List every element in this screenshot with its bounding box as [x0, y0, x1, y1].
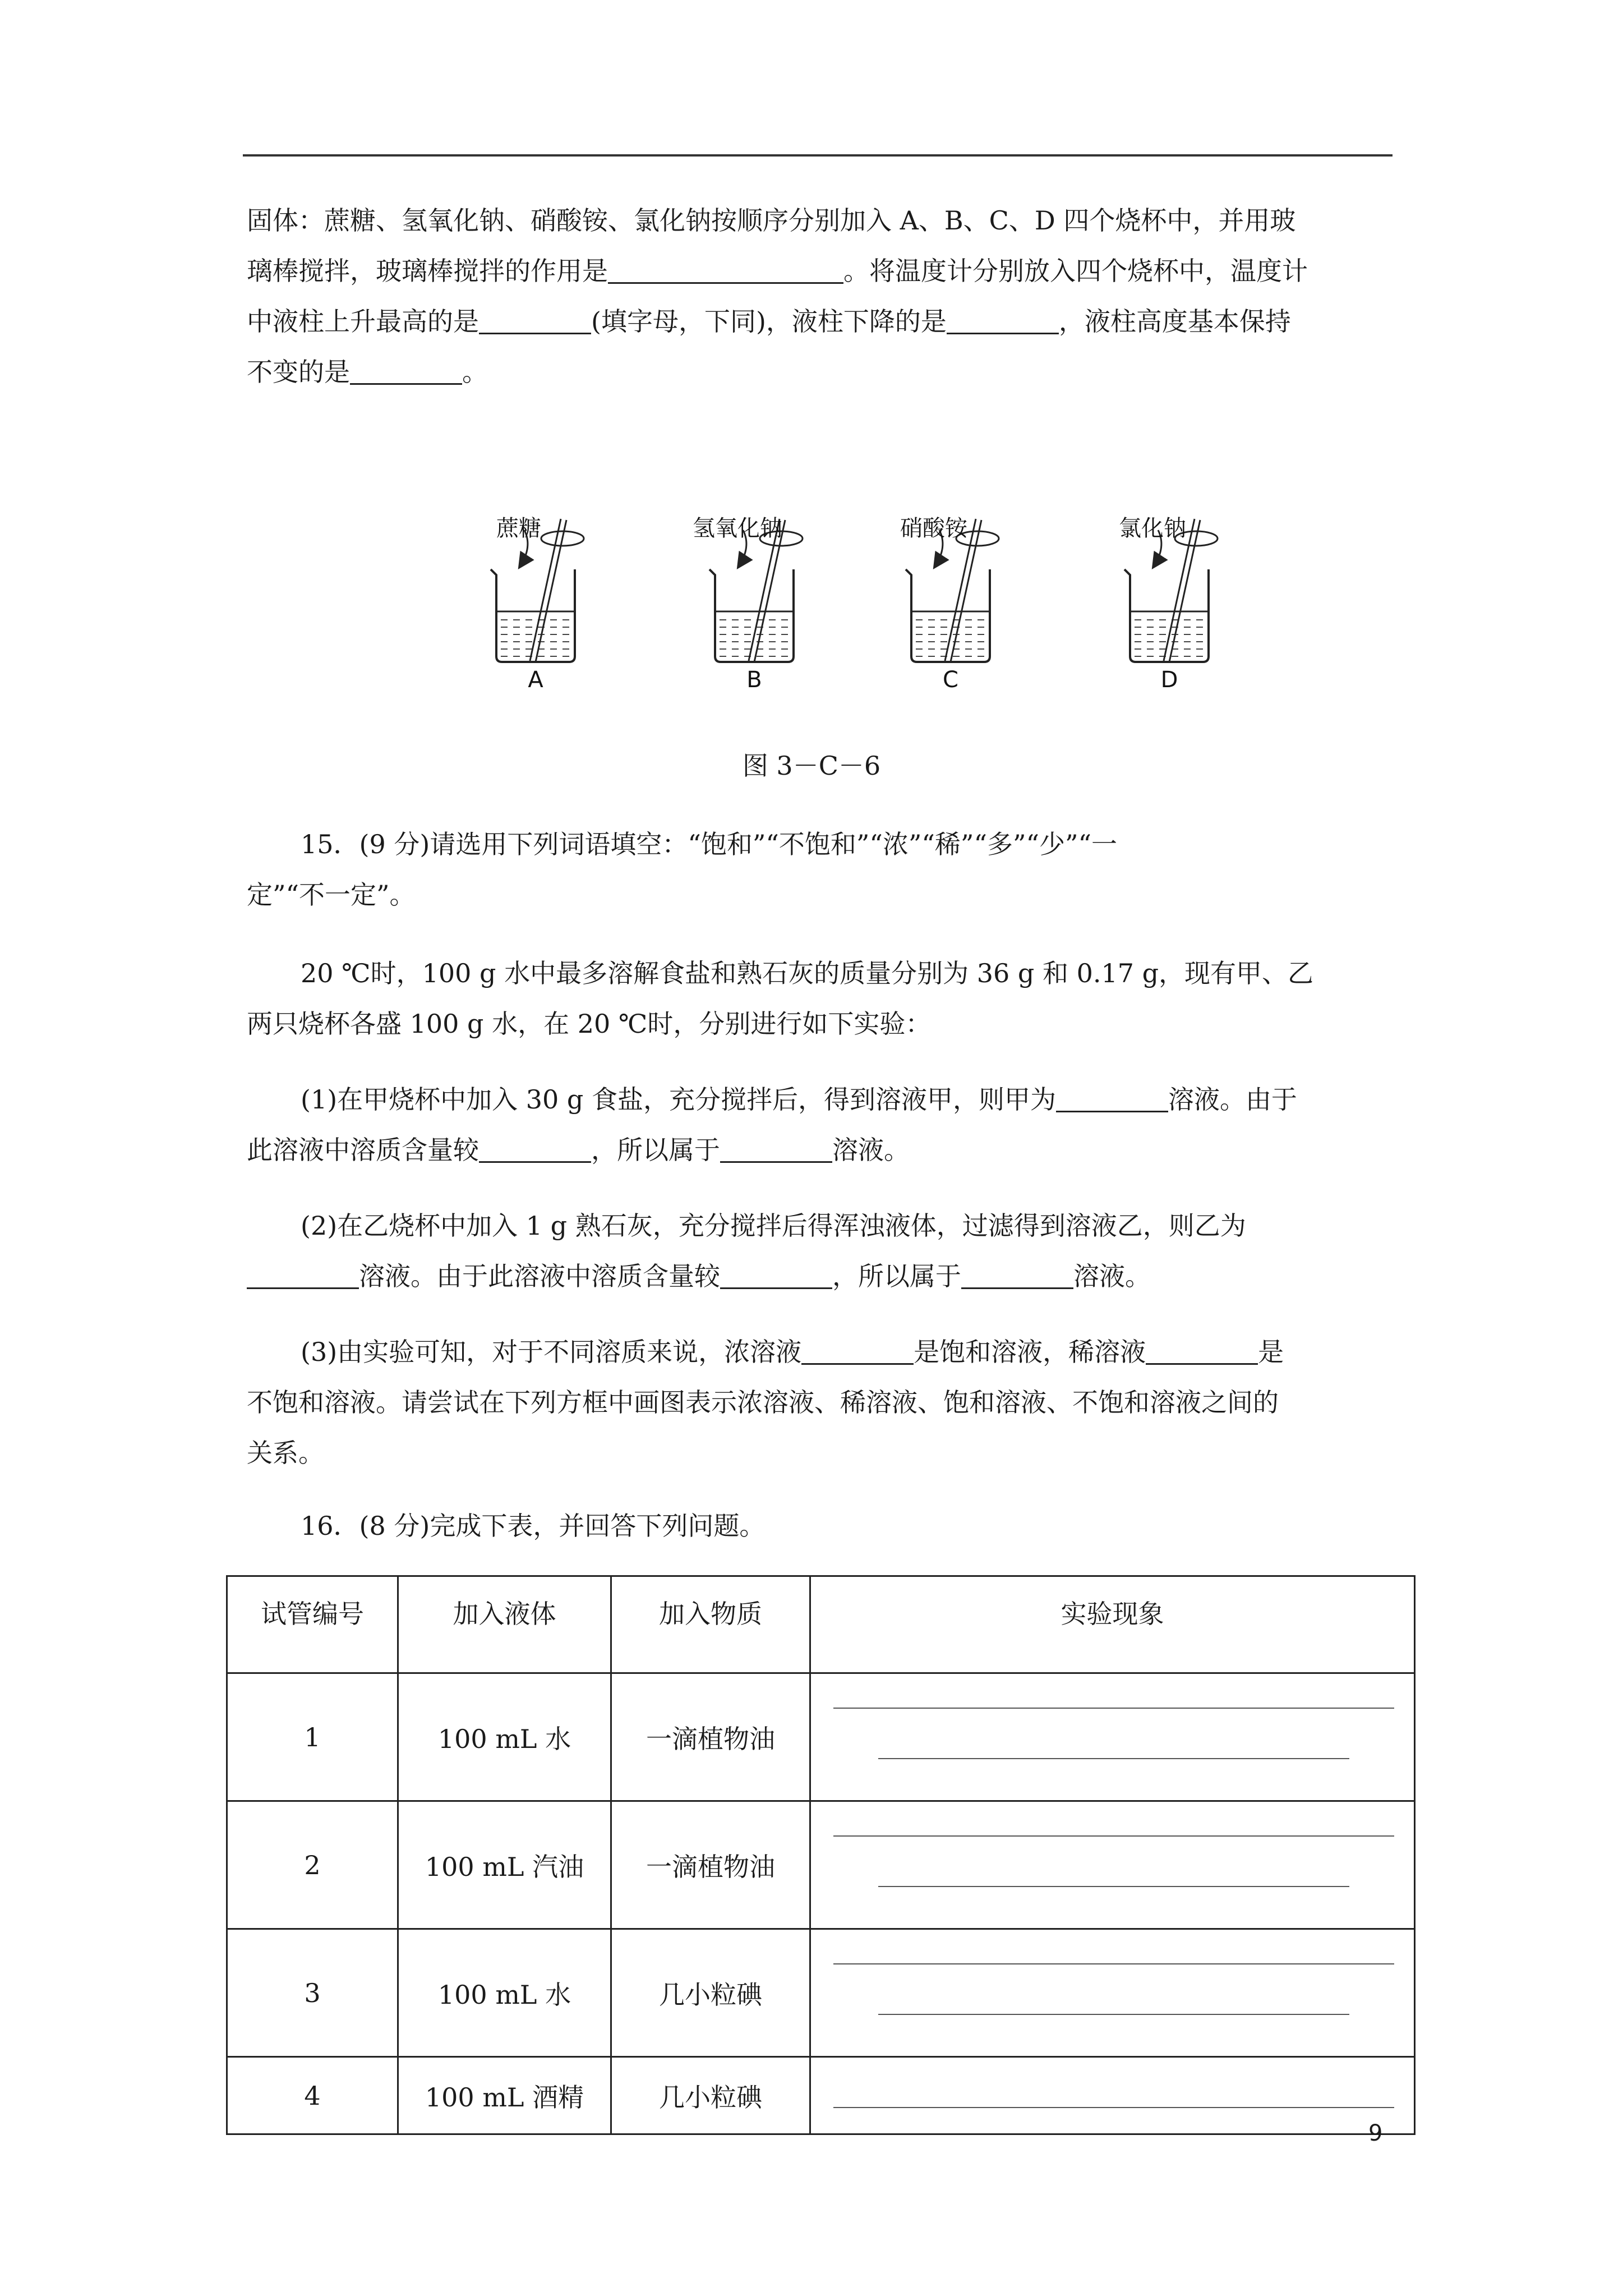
beaker-letter: D [1160, 667, 1178, 693]
cell-phenomenon[interactable] [810, 2057, 1415, 2134]
q15-part-3-cont: 不饱和溶液。请尝试在下列方框中画图表示浓溶液、稀溶液、饱和溶液、不饱和溶液之间的 关系。 [247, 1387, 1279, 1468]
substance-label: 硝酸铵 [900, 516, 967, 541]
q15-part-2: (2)在乙烧杯中加入 1 g 熟石灰，充分搅拌后得浑浊液体，过滤得到溶液乙，则乙为 [301, 1211, 1246, 1241]
q15-part-2-cont: 溶液。由于此溶液中溶质含量较 ，所以属于 溶液。 [247, 1251, 1391, 1301]
substance-label: 氢氧化钠 [693, 516, 782, 541]
cell-phenomenon[interactable] [810, 1673, 1415, 1801]
q15-part-3: (3)由实验可知，对于不同溶质来说，浓溶液 是饱和溶液，稀溶液 是 [301, 1337, 1284, 1367]
figure-caption: 图 3－C－6 [742, 751, 881, 781]
substance-label: 氯化钠 [1119, 516, 1186, 541]
q15-part-1-cont: 此溶液中溶质含量较 ，所以属于 溶液。 [247, 1135, 910, 1165]
answer-line[interactable] [833, 1963, 1394, 1964]
cell-substance: 几小粒碘 [611, 2057, 810, 2134]
beaker-d [1119, 516, 1218, 693]
table-row [227, 1673, 1415, 1801]
table-row [227, 1801, 1415, 1929]
cell-tube-number: 4 [227, 2057, 398, 2134]
cell-tube-number: 1 [227, 1673, 398, 1801]
beaker-letter: C [943, 667, 958, 693]
intro-paragraph: 固体：蔗糖、氢氧化钠、硝酸铵、氯化钠按顺序分别加入 A、B、C、D 四个烧杯中，并用玻 璃棒搅拌，玻璃棒搅拌的作用是 。将温度计分别放入四个烧杯中，温度计 中液柱上升最高的是 (填字母，下同)，液柱下降的是 ，液柱高度基本保持 不变的是 。 [247, 205, 1308, 387]
answer-blank[interactable] [608, 257, 843, 284]
cell-phenomenon[interactable] [810, 1929, 1415, 2057]
beaker-b [693, 516, 803, 693]
q15-info-cont: 两只烧杯各盛 100 g 水，在 20 ℃时，分别进行如下实验： [247, 1009, 932, 1039]
cell-tube-number: 2 [227, 1801, 398, 1929]
cell-substance: 一滴植物油 [611, 1673, 810, 1801]
beaker-letter: B [746, 667, 762, 693]
experiment-table [226, 1575, 1415, 2135]
substance-label: 蔗糖 [496, 516, 541, 541]
q15-info: 20 ℃时，100 g 水中最多溶解食盐和熟石灰的质量分别为 36 g 和 0.17 g，现有甲、乙 [301, 958, 1314, 988]
header-liquid: 加入液体 [398, 1576, 611, 1673]
cell-liquid: 100 mL 水 [398, 1673, 611, 1801]
answer-blank[interactable] [247, 1263, 359, 1289]
cell-liquid: 100 mL 汽油 [398, 1801, 611, 1929]
answer-blank[interactable] [350, 358, 462, 385]
beaker-a [491, 516, 584, 693]
beaker-letter: A [528, 667, 543, 693]
cell-phenomenon[interactable] [810, 1801, 1415, 1929]
answer-line[interactable] [833, 1708, 1394, 1709]
answer-line[interactable] [878, 1758, 1349, 1759]
answer-blank[interactable] [720, 1263, 832, 1289]
answer-line[interactable] [833, 1835, 1394, 1837]
answer-blank[interactable] [801, 1338, 914, 1365]
page-number: 9 [1368, 2120, 1383, 2146]
cell-liquid: 100 mL 酒精 [398, 2057, 611, 2134]
header-rule [243, 154, 1393, 157]
q15-stem: 15．(9 分)请选用下列词语填空：“饱和”“不饱和”“浓”“稀”“多”“少”“一 [301, 829, 1118, 859]
cell-substance: 一滴植物油 [611, 1801, 810, 1929]
beaker-c [900, 516, 999, 693]
answer-blank[interactable] [1146, 1338, 1258, 1365]
q15-part-1: (1)在甲烧杯中加入 30 g 食盐，充分搅拌后，得到溶液甲，则甲为 溶液。由于 [301, 1084, 1298, 1115]
answer-line[interactable] [833, 2107, 1394, 2108]
answer-blank[interactable] [1056, 1086, 1168, 1112]
answer-blank[interactable] [961, 1263, 1073, 1289]
header-phenomenon: 实验现象 [810, 1576, 1415, 1673]
cell-tube-number: 3 [227, 1929, 398, 2057]
header-substance: 加入物质 [611, 1576, 810, 1673]
header-tube-number: 试管编号 [227, 1576, 398, 1673]
q15-stem-cont: 定”“不一定”。 [247, 880, 416, 910]
answer-blank[interactable] [947, 308, 1059, 334]
table-row [227, 1929, 1415, 2057]
answer-blank[interactable] [479, 1137, 591, 1163]
cell-substance: 几小粒碘 [611, 1929, 810, 2057]
table-row [227, 2057, 1415, 2134]
answer-blank[interactable] [720, 1137, 832, 1163]
answer-line[interactable] [878, 2014, 1349, 2015]
beakers-figure [449, 494, 1234, 718]
cell-liquid: 100 mL 水 [398, 1929, 611, 2057]
intro-line-1: 固体：蔗糖、氢氧化钠、硝酸铵、氯化钠按顺序分别加入 A、B、C、D 四个烧杯中，并用玻 [247, 205, 1296, 236]
answer-line[interactable] [878, 1886, 1349, 1887]
answer-blank[interactable] [479, 308, 591, 334]
table-header-row [227, 1576, 1415, 1673]
q16-stem: 16．(8 分)完成下表，并回答下列问题。 [301, 1511, 766, 1541]
